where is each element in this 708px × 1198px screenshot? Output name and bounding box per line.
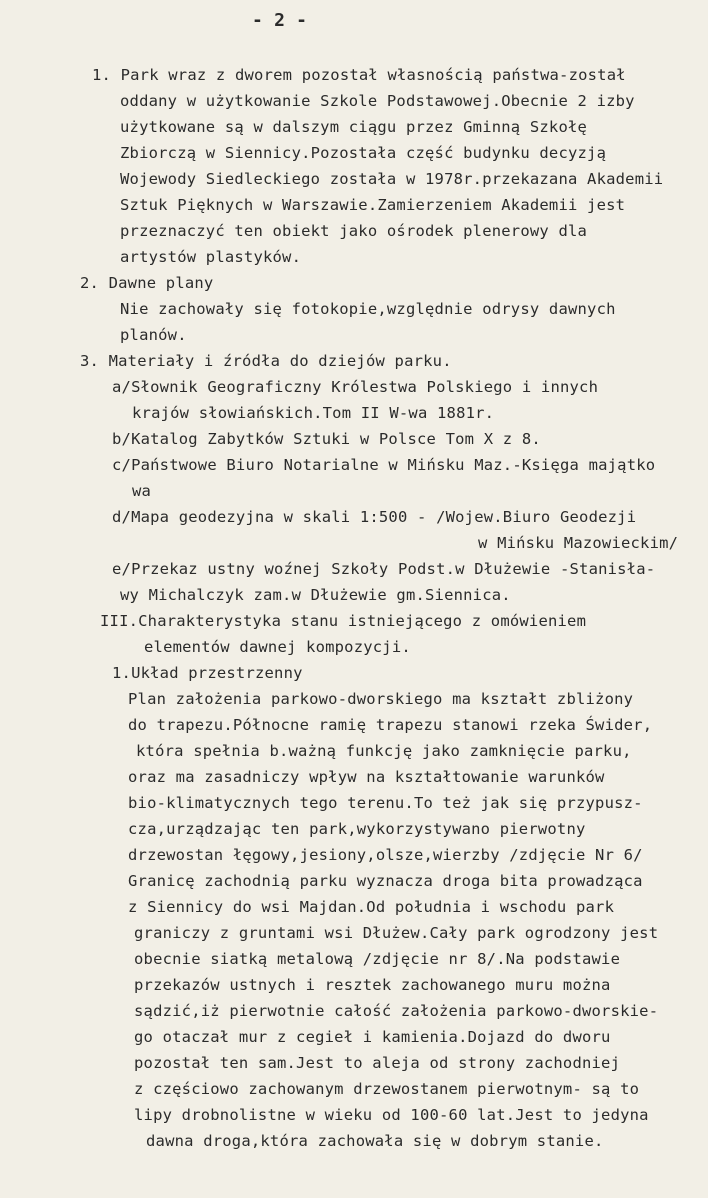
text-line: b/Katalog Zabytków Sztuki w Polsce Tom X z 8.	[112, 430, 541, 448]
text-line: lipy drobnolistne w wieku od 100-60 lat.Jest to jedyna	[134, 1106, 649, 1124]
text-line: Sztuk Pięknych w Warszawie.Zamierzeniem Akademii jest	[120, 196, 626, 214]
subsection-heading: 1.Układ przestrzenny	[112, 664, 303, 682]
text-line: c/Państwowe Biuro Notarialne w Mińsku Maz.-Księga majątko	[112, 456, 656, 474]
text-line: planów.	[120, 326, 187, 344]
text-line: oraz ma zasadniczy wpływ na kształtowanie warunków	[128, 768, 605, 786]
text-line: do trapezu.Północne ramię trapezu stanowi rzeka Świder,	[128, 716, 653, 734]
text-line: sądzić,iż pierwotnie całość założenia parkowo-dworskie-	[134, 1002, 659, 1020]
page-number: - 2 -	[252, 10, 308, 31]
text-line: Plan założenia parkowo-dworskiego ma kształt zbliżony	[128, 690, 634, 708]
text-line: drzewostan łęgowy,jesiony,olsze,wierzby /zdjęcie Nr 6/	[128, 846, 643, 864]
section-heading: 3. Materiały i źródła do dziejów parku.	[80, 352, 452, 370]
text-line: Wojewody Siedleckiego została w 1978r.przekazana Akademii	[120, 170, 664, 188]
text-line: graniczy z gruntami wsi Dłużew.Cały park ogrodzony jest	[134, 924, 659, 942]
text-line: obecnie siatką metalową /zdjęcie nr 8/.Na podstawie	[134, 950, 621, 968]
text-line: 1. Park wraz z dworem pozostał własnością państwa-został	[92, 66, 626, 84]
text-line: oddany w użytkowanie Szkole Podstawowej.Obecnie 2 izby	[120, 92, 635, 110]
text-line: e/Przekaz ustny woźnej Szkoły Podst.w Dłużewie -Stanisła-	[112, 560, 656, 578]
text-line: Nie zachowały się fotokopie,względnie odrysy dawnych	[120, 300, 616, 318]
text-line: bio-klimatycznych tego terenu.To też jak się przypusz-	[128, 794, 643, 812]
text-line: Zbiorczą w Siennicy.Pozostała część budynku decyzją	[120, 144, 607, 162]
text-line: przekazów ustnych i resztek zachowanego muru można	[134, 976, 611, 994]
text-line: artystów plastyków.	[120, 248, 302, 266]
text-line: użytkowane są w dalszym ciągu przez Gminną Szkołę	[120, 118, 588, 136]
text-line: przeznaczyć ten obiekt jako ośrodek plenerowy dla	[120, 222, 588, 240]
text-line: wa	[132, 482, 152, 500]
text-line: Granicę zachodnią parku wyznacza droga bita prowadząca	[128, 872, 643, 890]
text-line: a/Słownik Geograficzny Królestwa Polskiego i innych	[112, 378, 599, 396]
text-line: z częściowo zachowanym drzewostanem pierwotnym- są to	[134, 1080, 640, 1098]
text-line: wy Michalczyk zam.w Dłużewie gm.Siennica.	[120, 586, 511, 604]
text-line: go otaczał mur z cegieł i kamienia.Dojazd do dworu	[134, 1028, 611, 1046]
text-line: elementów dawnej kompozycji.	[144, 638, 411, 656]
text-line: krajów słowiańskich.Tom II W-wa 1881r.	[132, 404, 495, 422]
text-line: która spełnia b.ważną funkcję jako zamknięcie parku,	[136, 742, 632, 760]
text-line: z Siennicy do wsi Majdan.Od południa i wschodu park	[128, 898, 615, 916]
text-line: dawna droga,która zachowała się w dobrym stanie.	[146, 1132, 604, 1150]
text-line: cza,urządzając ten park,wykorzystywano pierwotny	[128, 820, 586, 838]
section-heading: 2. Dawne plany	[80, 274, 214, 292]
text-line: w Mińsku Mazowieckim/	[478, 534, 679, 552]
text-line: d/Mapa geodezyjna w skali 1:500 - /Wojew.Biuro Geodezji	[112, 508, 637, 526]
text-line: pozostał ten sam.Jest to aleja od strony zachodniej	[134, 1054, 621, 1072]
section-heading: III.Charakterystyka stanu istniejącego z omówieniem	[100, 612, 587, 630]
